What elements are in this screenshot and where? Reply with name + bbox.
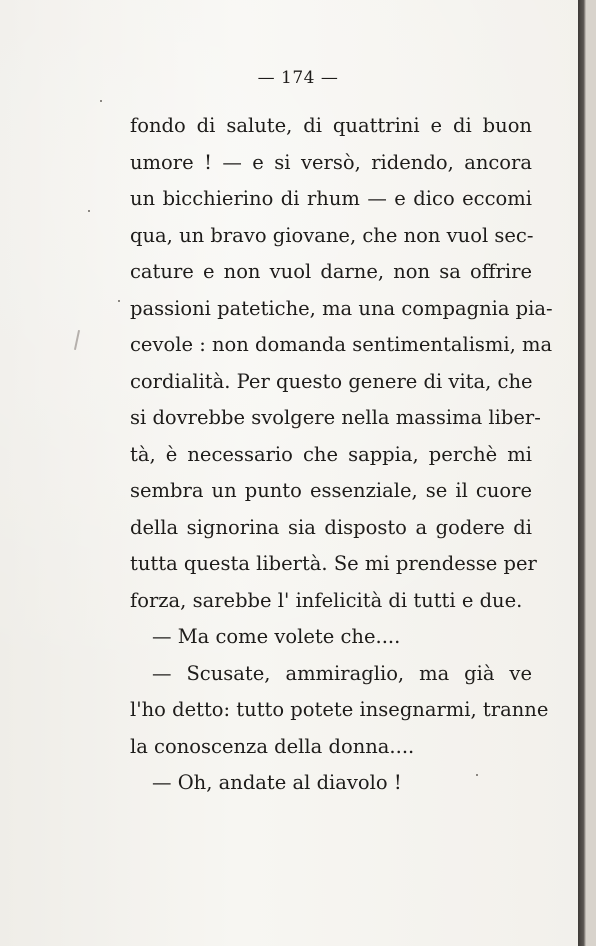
paper-speck — [118, 300, 120, 302]
paper-speck — [100, 100, 102, 102]
text-line: si dovrebbe svolgere nella massima liber- — [130, 406, 541, 429]
page-edge-shadow — [586, 0, 596, 946]
page-number: — 174 — — [257, 68, 339, 88]
text-line: l'ho detto: tutto potete insegnarmi, tranne — [130, 698, 549, 721]
paper-speck — [88, 210, 90, 212]
text-line: qua, un bravo giovane, che non vuol sec- — [130, 223, 534, 247]
text-line: tutta questa libertà. Se mi prendesse per — [130, 552, 537, 575]
dialogue-line: — Scusate, ammiraglio, ma già ve — [152, 661, 532, 685]
text-line: passioni patetiche, ma una compagnia pia- — [130, 296, 553, 320]
text-line: fondo di salute, di quattrini e di buon — [130, 114, 532, 137]
text-line: un bicchierino di rhum — e dico eccomi — [130, 187, 532, 210]
dialogue-line: — Ma come volete che.... — [152, 625, 401, 648]
text-line: cature e non vuol darne, non sa offrire — [130, 260, 532, 283]
text-line: la conoscenza della donna.... — [130, 734, 415, 758]
body-text — [130, 108, 553, 802]
text-line: sembra un punto essenziale, se il cuore — [130, 479, 532, 502]
text-line: cevole : non domanda sentimentalismi, ma — [130, 333, 553, 356]
margin-mark — [74, 330, 80, 350]
text-line: cordialità. Per questo genere di vita, che — [130, 369, 533, 393]
binding-edge — [578, 0, 586, 946]
text-line: forza, sarebbe l' infelicità di tutti e due. — [130, 588, 523, 612]
text-line: della signorina sia disposto a godere di — [130, 515, 532, 539]
text-line: tà, è necessario che sappia, perchè mi — [130, 442, 532, 466]
dialogue-line: — Oh, andate al diavolo ! — [152, 771, 402, 794]
text-line: umore ! — e si versò, ridendo, ancora — [130, 150, 532, 174]
